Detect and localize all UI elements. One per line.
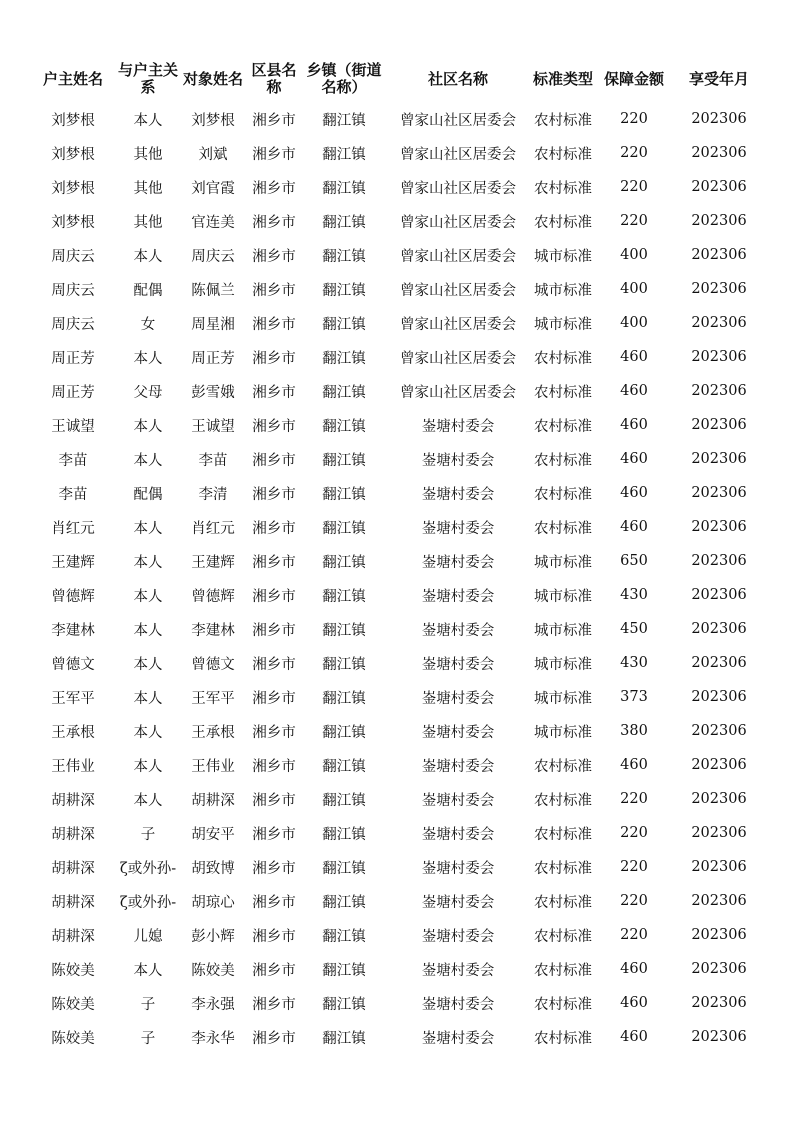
period-cell: 202306 [691,927,747,943]
member-name-cell: 王建辉 [191,554,235,571]
table-row [28,680,768,714]
member-name-cell: 周星湘 [191,316,235,333]
community-cell: 崟塘村委会 [421,656,495,673]
member-name-cell: 刘梦根 [191,112,235,129]
county-cell: 湘乡市 [252,350,296,367]
town-cell: 翻江镇 [322,486,366,503]
standard-type-cell: 农村标准 [534,384,592,401]
period-cell: 202306 [691,859,747,875]
header-row [28,56,768,102]
amount-cell: 400 [620,281,648,297]
member-name-cell: 胡琼心 [191,894,235,911]
amount-header: 保障金额 [603,69,664,88]
period-cell: 202306 [691,689,747,705]
amount-cell: 220 [620,927,648,943]
household-head-cell: 刘梦根 [51,146,95,163]
table-row [28,408,768,442]
member-name-cell: 王军平 [191,690,235,707]
amount-cell: 220 [620,145,648,161]
community-cell: 曾家山社区居委会 [400,350,516,367]
amount-cell: 460 [620,485,648,501]
household-head-cell: 胡耕深 [51,894,95,911]
community-cell: 崟塘村委会 [421,554,495,571]
relation-cell: 本人 [133,690,163,707]
period-cell: 202306 [691,723,747,739]
amount-cell: 380 [620,723,648,739]
community-cell: 曾家山社区居委会 [400,316,516,333]
county-cell: 湘乡市 [252,826,296,843]
amount-cell: 220 [620,213,648,229]
community-cell: 曾家山社区居委会 [400,180,516,197]
amount-cell: 460 [620,995,648,1011]
county-cell: 湘乡市 [252,146,296,163]
member-name-cell: 王伟业 [191,758,235,775]
amount-cell: 220 [620,825,648,841]
county-cell: 湘乡市 [252,554,296,571]
community-cell: 曾家山社区居委会 [400,248,516,265]
county-cell: 湘乡市 [252,588,296,605]
household-head-cell: 周正芳 [51,384,95,401]
relation-cell: 本人 [133,350,163,367]
amount-cell: 650 [620,553,648,569]
standard-type-cell: 城市标准 [534,588,592,605]
period-cell: 202306 [691,281,747,297]
town-cell: 翻江镇 [322,520,366,537]
standard-type-header: 标准类型 [532,69,593,88]
assistance-table-sheet [28,56,768,1054]
standard-type-cell: 城市标准 [534,554,592,571]
standard-type-cell: 城市标准 [534,656,592,673]
county-cell: 湘乡市 [252,418,296,435]
community-cell: 崟塘村委会 [421,486,495,503]
town-cell: 翻江镇 [322,588,366,605]
household-head-cell: 胡耕深 [51,860,95,877]
table-row [28,442,768,476]
county-cell: 湘乡市 [252,452,296,469]
period-cell: 202306 [691,587,747,603]
household-head-cell: 周庆云 [51,248,95,265]
standard-type-cell: 农村标准 [534,758,592,775]
standard-type-cell: 农村标准 [534,146,592,163]
town-cell: 翻江镇 [322,418,366,435]
table-row [28,782,768,816]
household-head-cell: 王诚望 [51,418,95,435]
amount-cell: 460 [620,757,648,773]
county-cell: 湘乡市 [252,894,296,911]
town-cell: 翻江镇 [322,180,366,197]
community-cell: 曾家山社区居委会 [400,146,516,163]
household-head-cell: 周庆云 [51,282,95,299]
amount-cell: 400 [620,247,648,263]
table-row [28,1020,768,1054]
table-row [28,816,768,850]
town-cell: 翻江镇 [322,826,366,843]
period-cell: 202306 [691,111,747,127]
county-cell: 湘乡市 [252,486,296,503]
county-cell: 湘乡市 [252,214,296,231]
amount-cell: 220 [620,893,648,909]
town-cell: 翻江镇 [322,214,366,231]
table-row [28,102,768,136]
household-head-cell: 刘梦根 [51,180,95,197]
household-head-cell: 李苗 [58,452,88,469]
period-cell: 202306 [691,893,747,909]
county-cell: 湘乡市 [252,758,296,775]
community-cell: 崟塘村委会 [421,690,495,707]
household-head-cell: 王承根 [51,724,95,741]
county-cell: 湘乡市 [252,112,296,129]
household-head-cell: 曾德辉 [51,588,95,605]
table-row [28,544,768,578]
table-row [28,136,768,170]
member-name-cell: 陈姣美 [191,962,235,979]
relation-cell: 本人 [133,656,163,673]
relation-cell: ζ或外孙- [119,860,177,877]
amount-cell: 220 [620,791,648,807]
town-header: 乡镇（街道名称） [306,61,382,96]
member-name-cell: 李永强 [191,996,235,1013]
relation-cell: 本人 [133,248,163,265]
household-head-cell: 刘梦根 [51,112,95,129]
amount-cell: 460 [620,519,648,535]
county-cell: 湘乡市 [252,928,296,945]
town-cell: 翻江镇 [322,758,366,775]
table-row [28,510,768,544]
town-cell: 翻江镇 [322,112,366,129]
relation-cell: 本人 [133,758,163,775]
household-head-cell: 王军平 [51,690,95,707]
standard-type-cell: 城市标准 [534,248,592,265]
relation-cell: 子 [140,996,156,1013]
amount-cell: 460 [620,1029,648,1045]
period-cell: 202306 [691,451,747,467]
standard-type-cell: 农村标准 [534,962,592,979]
amount-cell: 430 [620,587,648,603]
town-cell: 翻江镇 [322,724,366,741]
standard-type-cell: 农村标准 [534,1030,592,1047]
table-row [28,884,768,918]
household-head-cell: 胡耕深 [51,792,95,809]
member-name-cell: 胡耕深 [191,792,235,809]
relation-cell: 配偶 [133,282,163,299]
standard-type-cell: 农村标准 [534,860,592,877]
relation-cell: 本人 [133,112,163,129]
town-cell: 翻江镇 [322,894,366,911]
county-cell: 湘乡市 [252,792,296,809]
relation-cell: 本人 [133,452,163,469]
town-cell: 翻江镇 [322,452,366,469]
town-cell: 翻江镇 [322,622,366,639]
assistance-table [28,56,768,1054]
county-cell: 湘乡市 [252,622,296,639]
community-cell: 崟塘村委会 [421,588,495,605]
amount-cell: 460 [620,417,648,433]
county-cell: 湘乡市 [252,1030,296,1047]
member-name-cell: 王诚望 [191,418,235,435]
table-row [28,374,768,408]
community-cell: 曾家山社区居委会 [400,112,516,129]
member-name-cell: 刘斌 [198,146,228,163]
standard-type-cell: 城市标准 [534,724,592,741]
county-cell: 湘乡市 [252,384,296,401]
table-row [28,170,768,204]
table-row [28,646,768,680]
town-cell: 翻江镇 [322,656,366,673]
member-name-cell: 胡致博 [191,860,235,877]
community-cell: 崟塘村委会 [421,928,495,945]
period-cell: 202306 [691,791,747,807]
member-name-cell: 官连美 [191,214,235,231]
amount-cell: 460 [620,349,648,365]
table-row [28,748,768,782]
amount-cell: 220 [620,111,648,127]
relation-cell: 子 [140,1030,156,1047]
period-cell: 202306 [691,519,747,535]
town-cell: 翻江镇 [322,350,366,367]
period-cell: 202306 [691,179,747,195]
household-head-cell: 李建林 [51,622,95,639]
table-row [28,986,768,1020]
county-cell: 湘乡市 [252,248,296,265]
table-row [28,952,768,986]
town-cell: 翻江镇 [322,554,366,571]
household-head-header: 户主姓名 [42,69,103,88]
community-cell: 曾家山社区居委会 [400,214,516,231]
community-cell: 崟塘村委会 [421,792,495,809]
member-name-cell: 彭雪娥 [191,384,235,401]
amount-cell: 220 [620,859,648,875]
relation-cell: 本人 [133,520,163,537]
community-cell: 崟塘村委会 [421,826,495,843]
member-name-cell: 彭小辉 [191,928,235,945]
period-cell: 202306 [691,145,747,161]
member-name-cell: 李苗 [198,452,228,469]
period-cell: 202306 [691,247,747,263]
member-name-header: 对象姓名 [182,69,243,88]
household-head-cell: 王建辉 [51,554,95,571]
table-row [28,272,768,306]
standard-type-cell: 农村标准 [534,350,592,367]
town-cell: 翻江镇 [322,248,366,265]
period-cell: 202306 [691,553,747,569]
table-row [28,714,768,748]
table-row [28,306,768,340]
period-cell: 202306 [691,757,747,773]
county-cell: 湘乡市 [252,316,296,333]
member-name-cell: 李清 [198,486,228,503]
town-cell: 翻江镇 [322,860,366,877]
community-cell: 崟塘村委会 [421,860,495,877]
standard-type-cell: 农村标准 [534,520,592,537]
community-cell: 崟塘村委会 [421,622,495,639]
community-cell: 崟塘村委会 [421,452,495,469]
relation-cell: 其他 [133,146,163,163]
household-head-cell: 胡耕深 [51,826,95,843]
household-head-cell: 胡耕深 [51,928,95,945]
relation-cell: 其他 [133,180,163,197]
relation-cell: ζ或外孙- [119,894,177,911]
standard-type-cell: 农村标准 [534,928,592,945]
standard-type-cell: 农村标准 [534,826,592,843]
table-row [28,918,768,952]
standard-type-cell: 农村标准 [534,180,592,197]
period-cell: 202306 [691,349,747,365]
household-head-cell: 王伟业 [51,758,95,775]
standard-type-cell: 农村标准 [534,894,592,911]
county-cell: 湘乡市 [252,282,296,299]
household-head-cell: 肖红元 [51,520,95,537]
period-cell: 202306 [691,995,747,1011]
relation-cell: 其他 [133,214,163,231]
household-head-cell: 陈姣美 [51,996,95,1013]
community-cell: 曾家山社区居委会 [400,384,516,401]
relation-cell: 本人 [133,554,163,571]
standard-type-cell: 城市标准 [534,622,592,639]
town-cell: 翻江镇 [322,384,366,401]
town-cell: 翻江镇 [322,316,366,333]
relation-cell: 女 [140,316,156,333]
relation-header: 与户主关系 [118,61,179,96]
household-head-cell: 陈姣美 [51,1030,95,1047]
household-head-cell: 周正芳 [51,350,95,367]
amount-cell: 373 [620,689,648,705]
household-head-cell: 李苗 [58,486,88,503]
standard-type-cell: 农村标准 [534,112,592,129]
member-name-cell: 周庆云 [191,248,235,265]
amount-cell: 460 [620,451,648,467]
relation-cell: 本人 [133,792,163,809]
period-cell: 202306 [691,1029,747,1045]
community-cell: 崟塘村委会 [421,724,495,741]
county-cell: 湘乡市 [252,962,296,979]
table-row [28,578,768,612]
relation-cell: 子 [140,826,156,843]
amount-cell: 460 [620,961,648,977]
member-name-cell: 肖红元 [191,520,235,537]
household-head-cell: 周庆云 [51,316,95,333]
community-cell: 崟塘村委会 [421,758,495,775]
town-cell: 翻江镇 [322,792,366,809]
household-head-cell: 曾德文 [51,656,95,673]
period-cell: 202306 [691,383,747,399]
household-head-cell: 刘梦根 [51,214,95,231]
relation-cell: 本人 [133,588,163,605]
community-cell: 曾家山社区居委会 [400,282,516,299]
member-name-cell: 周正芳 [191,350,235,367]
household-head-cell: 陈姣美 [51,962,95,979]
standard-type-cell: 农村标准 [534,418,592,435]
period-cell: 202306 [691,485,747,501]
amount-cell: 450 [620,621,648,637]
county-cell: 湘乡市 [252,690,296,707]
standard-type-cell: 农村标准 [534,214,592,231]
member-name-cell: 王承根 [191,724,235,741]
county-cell: 湘乡市 [252,656,296,673]
town-cell: 翻江镇 [322,1030,366,1047]
town-cell: 翻江镇 [322,146,366,163]
member-name-cell: 曾德辉 [191,588,235,605]
county-cell: 湘乡市 [252,996,296,1013]
amount-cell: 400 [620,315,648,331]
standard-type-cell: 农村标准 [534,486,592,503]
member-name-cell: 李建林 [191,622,235,639]
amount-cell: 460 [620,383,648,399]
relation-cell: 本人 [133,962,163,979]
member-name-cell: 胡安平 [191,826,235,843]
standard-type-cell: 城市标准 [534,282,592,299]
table-row [28,204,768,238]
town-cell: 翻江镇 [322,282,366,299]
county-header: 区县名称 [251,61,297,96]
member-name-cell: 曾德文 [191,656,235,673]
standard-type-cell: 农村标准 [534,792,592,809]
county-cell: 湘乡市 [252,180,296,197]
community-cell: 崟塘村委会 [421,894,495,911]
community-cell: 崟塘村委会 [421,1030,495,1047]
table-row [28,340,768,374]
community-cell: 崟塘村委会 [421,520,495,537]
member-name-cell: 刘官霞 [191,180,235,197]
period-cell: 202306 [691,961,747,977]
town-cell: 翻江镇 [322,928,366,945]
table-row [28,238,768,272]
period-cell: 202306 [691,825,747,841]
table-row [28,476,768,510]
period-cell: 202306 [691,621,747,637]
period-cell: 202306 [691,315,747,331]
table-row [28,850,768,884]
county-cell: 湘乡市 [252,724,296,741]
relation-cell: 本人 [133,418,163,435]
relation-cell: 配偶 [133,486,163,503]
table-body [28,102,768,1054]
community-cell: 崟塘村委会 [421,418,495,435]
town-cell: 翻江镇 [322,996,366,1013]
period-cell: 202306 [691,417,747,433]
county-cell: 湘乡市 [252,520,296,537]
standard-type-cell: 城市标准 [534,690,592,707]
community-header: 社区名称 [427,69,488,88]
period-header: 享受年月 [688,69,749,88]
community-cell: 崟塘村委会 [421,996,495,1013]
relation-cell: 父母 [133,384,163,401]
county-cell: 湘乡市 [252,860,296,877]
member-name-cell: 陈佩兰 [191,282,235,299]
relation-cell: 本人 [133,622,163,639]
period-cell: 202306 [691,655,747,671]
member-name-cell: 李永华 [191,1030,235,1047]
period-cell: 202306 [691,213,747,229]
relation-cell: 本人 [133,724,163,741]
community-cell: 崟塘村委会 [421,962,495,979]
relation-cell: 儿媳 [133,928,163,945]
amount-cell: 430 [620,655,648,671]
town-cell: 翻江镇 [322,690,366,707]
amount-cell: 220 [620,179,648,195]
town-cell: 翻江镇 [322,962,366,979]
standard-type-cell: 农村标准 [534,996,592,1013]
table-header [28,56,768,102]
standard-type-cell: 城市标准 [534,316,592,333]
table-row [28,612,768,646]
standard-type-cell: 农村标准 [534,452,592,469]
